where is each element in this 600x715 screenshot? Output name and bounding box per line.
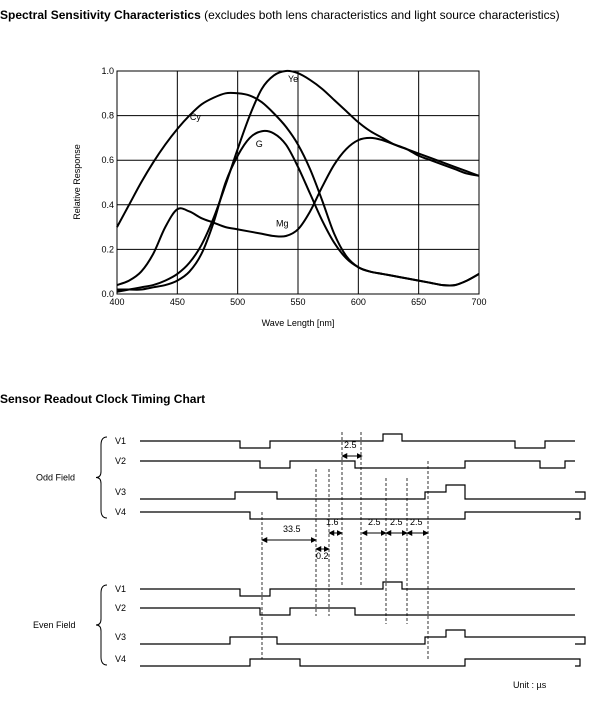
waveform-v3 [140,485,585,499]
dimension-label: 0.2 [316,551,329,561]
x-tick-label: 700 [471,297,487,307]
signal-label: V3 [115,632,127,642]
x-tick-label: 400 [109,297,125,307]
timing-title-main: Sensor Readout Clock Timing Chart [0,392,206,406]
y-tick-label: 0.6 [101,155,114,166]
waveform-v4 [140,512,580,519]
timing-dimensions [262,440,428,561]
waveform-v3 [140,630,585,644]
signal-label: V3 [115,487,127,497]
dimension-label: 2.5 [368,517,381,527]
dimension-label: 2.5 [344,440,357,450]
signal-label: V2 [115,603,127,613]
y-tick-label: 0.8 [101,110,114,121]
signal-label: V4 [115,654,127,664]
timing-title [0,392,205,406]
series-label-ye: Ye [287,74,299,85]
x-tick-label: 650 [411,297,427,307]
waveform-v2 [140,461,575,468]
x-tick-label: 450 [169,297,185,307]
spectral-tick-labels [101,66,486,307]
x-tick-label: 600 [350,297,366,307]
timing-signals [33,434,585,666]
dimension-label: 33.5 [283,524,301,534]
spectral-series-labels [190,74,298,228]
spectral-grid [117,71,479,294]
series-label-g: G [255,138,263,149]
waveform-v1 [140,434,575,448]
spectral-chart [0,0,600,340]
signal-label: V4 [115,507,127,517]
y-tick-label: 0.2 [101,244,114,255]
dimension-label: 1.6 [326,517,339,527]
group-brace [96,585,107,665]
x-axis-label: Wave Length [nm] [261,318,335,328]
group-label: Even Field [33,620,76,630]
spectral-title-main: Spectral Sensitivity Characteristics [0,8,201,22]
x-tick-label: 550 [290,297,306,307]
y-tick-label: 1.0 [101,66,114,76]
group-label: Odd Field [36,472,76,483]
group-brace [96,437,107,518]
dimension-label: 2.5 [390,517,403,527]
spectral-title-note: (excludes both lens characteristics and light source characteristics) [204,8,560,22]
signal-label: V2 [115,456,127,466]
series-label-cy: Cy [189,112,201,123]
signal-label: V1 [115,584,127,594]
signal-label: V1 [115,436,127,446]
x-tick-label: 500 [230,297,246,307]
y-tick-label: 0.0 [101,289,114,299]
unit-label: Unit : µs [513,680,547,690]
waveform-v4 [140,659,580,666]
dimension-label: 2.5 [410,517,423,527]
waveform-v1 [140,582,575,596]
timing-guides [262,432,428,659]
y-axis-label: Relative Response [72,144,82,220]
y-tick-label: 0.4 [101,199,114,210]
waveform-v2 [140,608,575,615]
series-label-mg: Mg [275,218,289,229]
